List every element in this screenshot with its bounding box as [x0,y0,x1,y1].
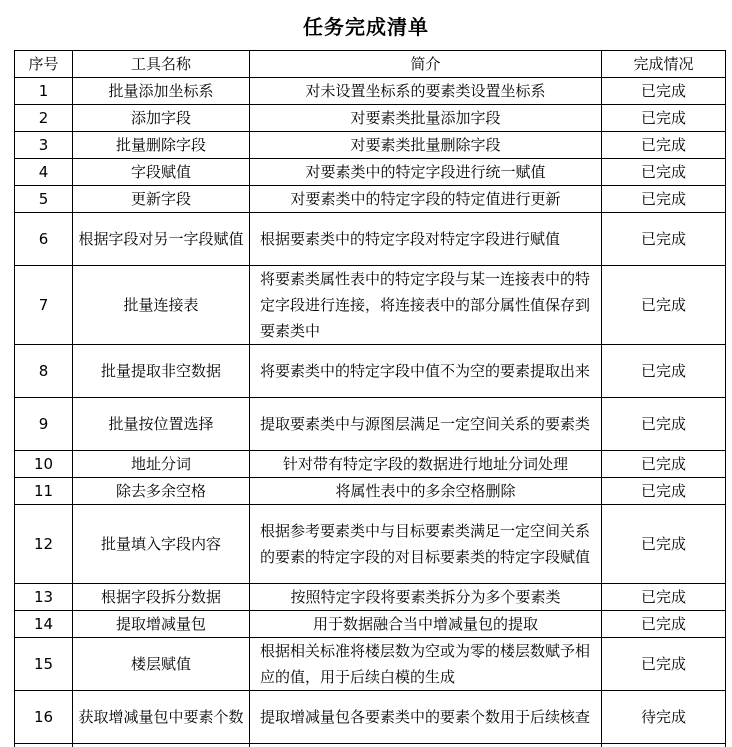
row-tool-name: 添加字段 [73,105,250,132]
row-status: 已完成 [602,105,726,132]
row-no: 1 [15,78,73,105]
table-row-cut-off [15,744,726,747]
row-status: 已完成 [602,186,726,213]
row-tool-name: 除去多余空格 [73,478,250,505]
row-status: 已完成 [602,266,726,345]
row-description: 对要素类批量删除字段 [250,132,602,159]
row-no: 8 [15,345,73,398]
row-no: 4 [15,159,73,186]
row-no: 12 [15,505,73,584]
row-status: 已完成 [602,638,726,691]
header-desc: 简介 [250,51,602,78]
table-row [15,691,726,744]
row-status: 已完成 [602,584,726,611]
row-tool-name: 楼层赋值 [73,638,250,691]
row-description: 根据要素类中的特定字段对特定字段进行赋值 [250,213,602,266]
row-description: 将属性表中的多余空格删除 [250,478,602,505]
table-header-row [15,51,726,78]
table-row [15,186,726,213]
row-description: 将要素类中的特定字段中值不为空的要素提取出来 [250,345,602,398]
row-status: 已完成 [602,398,726,451]
row-description: 对要素类批量添加字段 [250,105,602,132]
row-tool-name: 提取增减量包 [73,611,250,638]
row-status: 已完成 [602,78,726,105]
row-description: 根据相关标准将楼层数为空或为零的楼层数赋予相应的值，用于后续白模的生成 [250,638,602,691]
header-no: 序号 [15,51,73,78]
row-no: 9 [15,398,73,451]
row-description: 对要素类中的特定字段的特定值进行更新 [250,186,602,213]
row-tool-name: 批量提取非空数据 [73,345,250,398]
row-status: 已完成 [602,345,726,398]
row-description: 对要素类中的特定字段进行统一赋值 [250,159,602,186]
row-tool-name: 字段赋值 [73,159,250,186]
row-tool-name: 批量连接表 [73,266,250,345]
row-status: 已完成 [602,132,726,159]
table-row [15,213,726,266]
row-no: 14 [15,611,73,638]
row-description: 提取要素类中与源图层满足一定空间关系的要素类 [250,398,602,451]
table-row [15,638,726,691]
table-row [15,398,726,451]
row-no: 11 [15,478,73,505]
row-no: 7 [15,266,73,345]
row-tool-name: 更新字段 [73,186,250,213]
row-description: 对未设置坐标系的要素类设置坐标系 [250,78,602,105]
row-description: 提取增减量包各要素类中的要素个数用于后续核查 [250,691,602,744]
row-no: 15 [15,638,73,691]
row-status: 已完成 [602,451,726,478]
row-tool-name: 批量添加坐标系 [73,78,250,105]
table-row [15,584,726,611]
row-description: 将要素类属性表中的特定字段与某一连接表中的特定字段进行连接，将连接表中的部分属性值保存到要素类中 [250,266,602,345]
row-tool-name: 批量按位置选择 [73,398,250,451]
table-row [15,451,726,478]
row-status: 已完成 [602,213,726,266]
row-description: 用于数据融合当中增减量包的提取 [250,611,602,638]
table-row [15,159,726,186]
header-name: 工具名称 [73,51,250,78]
row-no: 13 [15,584,73,611]
row-status: 已完成 [602,505,726,584]
header-status: 完成情况 [602,51,726,78]
table-row [15,266,726,345]
row-tool-name: 根据字段对另一字段赋值 [73,213,250,266]
row-status: 已完成 [602,159,726,186]
row-status: 待完成 [602,691,726,744]
table-row [15,611,726,638]
table-row [15,132,726,159]
row-description: 针对带有特定字段的数据进行地址分词处理 [250,451,602,478]
row-status: 已完成 [602,478,726,505]
row-status: 已完成 [602,611,726,638]
task-table [14,50,726,747]
row-tool-name: 批量填入字段内容 [73,505,250,584]
row-tool-name: 地址分词 [73,451,250,478]
row-description: 按照特定字段将要素类拆分为多个要素类 [250,584,602,611]
row-no: 10 [15,451,73,478]
page-title: 任务完成清单 [303,15,429,39]
row-no: 16 [15,691,73,744]
row-description: 根据参考要素类中与目标要素类满足一定空间关系的要素的特定字段的对目标要素类的特定字段赋值 [250,505,602,584]
row-tool-name: 根据字段拆分数据 [73,584,250,611]
row-tool-name: 批量删除字段 [73,132,250,159]
row-tool-name: 获取增减量包中要素个数 [73,691,250,744]
row-no: 5 [15,186,73,213]
row-no: 6 [15,213,73,266]
row-no: 2 [15,105,73,132]
row-no: 3 [15,132,73,159]
table-row [15,78,726,105]
table-row [15,478,726,505]
table-row [15,105,726,132]
table-row [15,505,726,584]
table-row [15,345,726,398]
